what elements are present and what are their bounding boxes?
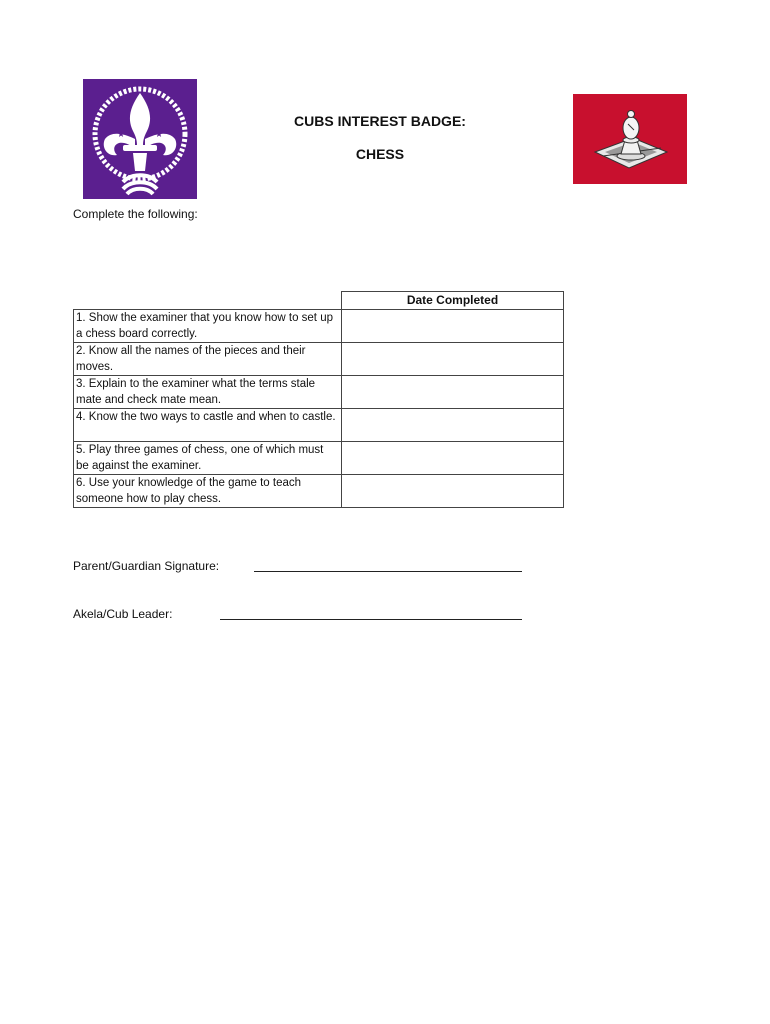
svg-text:★: ★ [155, 130, 164, 140]
chess-bishop-icon [573, 94, 687, 184]
requirement-text: 4. Know the two ways to castle and when to castle. [74, 409, 342, 442]
table-row [74, 343, 564, 376]
page-subtitle: CHESS [355, 146, 405, 162]
date-completed-cell[interactable] [342, 475, 564, 508]
date-completed-cell[interactable] [342, 376, 564, 409]
date-completed-cell[interactable] [342, 409, 564, 442]
date-completed-cell[interactable] [342, 442, 564, 475]
table-header-blank [74, 292, 342, 310]
table-row [74, 475, 564, 508]
akela-signature-line[interactable] [220, 606, 522, 620]
requirement-text: 6. Use your knowledge of the game to teach someone how to play chess. [74, 475, 342, 508]
table-row [74, 376, 564, 409]
table-row [74, 442, 564, 475]
svg-text:★: ★ [117, 130, 126, 140]
akela-signature-label: Akela/Cub Leader: [73, 607, 173, 621]
parent-signature-label: Parent/Guardian Signature: [73, 559, 220, 573]
parent-signature-line[interactable] [254, 558, 522, 572]
instruction-text: Complete the following: [73, 207, 198, 221]
requirements-table [73, 291, 564, 508]
page-title: CUBS INTEREST BADGE: [294, 113, 466, 129]
requirement-text: 5. Play three games of chess, one of which must be against the examiner. [74, 442, 342, 475]
date-completed-header: Date Completed [342, 292, 564, 310]
scout-fleur-de-lis-icon [83, 79, 197, 199]
requirement-text: 2. Know all the names of the pieces and their moves. [74, 343, 342, 376]
table-row [74, 409, 564, 442]
date-completed-cell[interactable] [342, 310, 564, 343]
requirement-text: 3. Explain to the examiner what the terms stale mate and check mate mean. [74, 376, 342, 409]
requirement-text: 1. Show the examiner that you know how to set up a chess board correctly. [74, 310, 342, 343]
date-completed-cell[interactable] [342, 343, 564, 376]
table-row [74, 310, 564, 343]
